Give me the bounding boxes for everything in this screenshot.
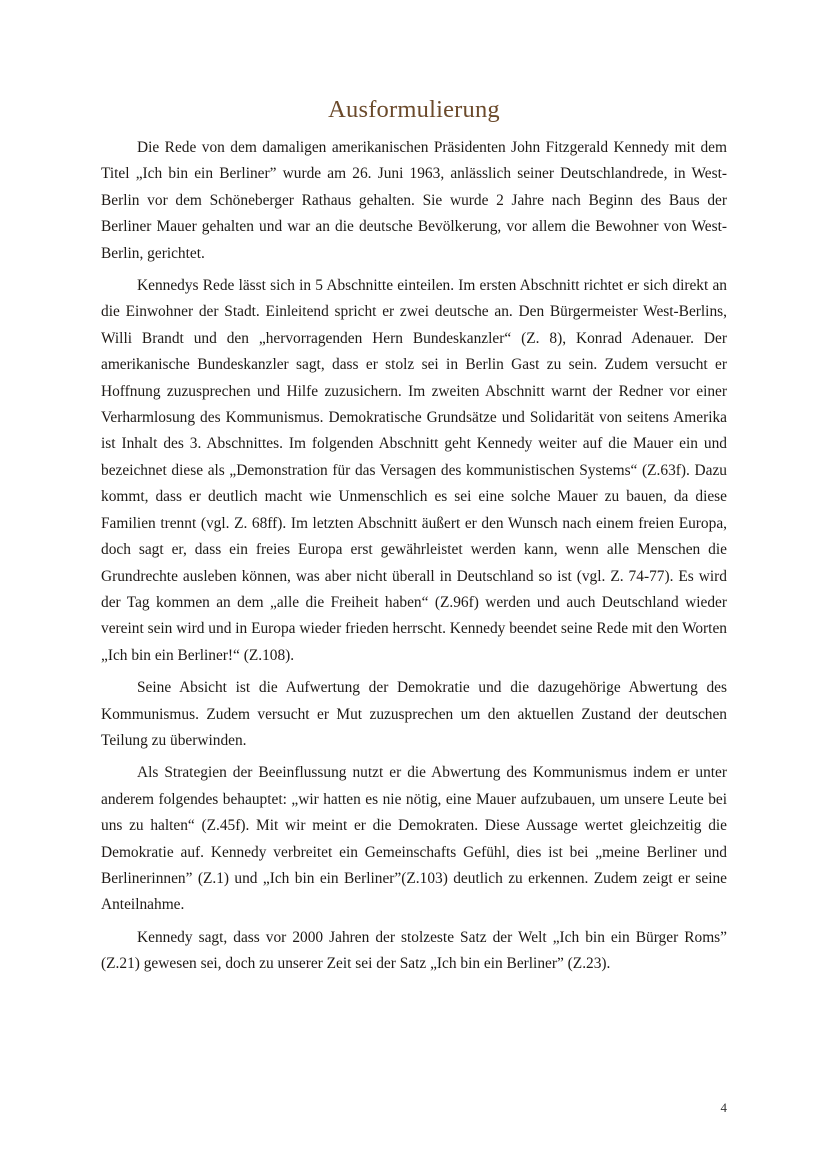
page-number: 4 (720, 1100, 727, 1115)
document-body (101, 135, 727, 984)
paragraph-strategies: Als Strategien der Beeinflussung nutzt er die Abwertung des Kommunismus indem er unter anderem folgendes behauptet: „wir hatten es nie nötig, eine Mauer aufzubauen, um unsere Leute bei uns zu halten“ (Z.45f). Mit wir meint er die Demokraten. Diese Aussage wertet gleichzeitig die Demokratie auf. Kennedy verbreitet ein Gemeinschafts Gefühl, dies ist bei „meine Berliner und Berlinerinnen” (Z.1) und „Ich bin ein Berliner”(Z.103) deutlich zu erkennen. Zudem zeigt er seine Anteilnahme. (101, 764, 727, 914)
paragraph-structure: Kennedys Rede lässt sich in 5 Abschnitte einteilen. Im ersten Abschnitt richtet er sich direkt an die Einwohner der Stadt. Einleitend spricht er zwei deutsche an. Den Bürgermeister West-Berlins, Willi Brandt und den „hervorragenden Hern Bundeskanzler“ (Z. 8), Konrad Adenauer. Der amerikanische Bundeskanzler sagt, dass er stolz sei in Berlin Gast zu sein. Zudem versucht er Hoffnung zuzusprechen und Hilfe zuzusichern. Im zweiten Abschnitt warnt der Redner vor einer Verharmlosung des Kommunismus. Demokratische Grundsätze und Solidarität von seitens Amerika ist Inhalt des 3. Abschnittes. Im folgenden Abschnitt geht Kennedy weiter auf die Mauer ein und bezeichnet diese als „Demonstration für das Versagen des kommunistischen Systems“ (Z.63f). Dazu kommt, dass er deutlich macht wie Unmenschlich es sei eine solche Mauer zu bauen, da diese Familien trennt (vgl. Z. 68ff). Im letzten Abschnitt äußert er den Wunsch nach einem freien Europa, doch sagt er, dass ein freies Europa erst gewährleistet werden kann, wenn alle Menschen die Grundrechte ausleben können, was aber nicht überall in Deutschland so ist (vgl. Z. 74-77). Es wird der Tag kommen an dem „alle die Freiheit haben“ (Z.96f) werden und auch Deutschland wieder vereint sein wird und in Europa wieder frieden herrscht. Kennedy beendet seine Rede mit den Worten „Ich bin ein Berliner!“ (Z.108). (101, 277, 727, 664)
paragraph-introduction: Die Rede von dem damaligen amerikanischen Präsidenten John Fitzgerald Kennedy mit dem Titel „Ich bin ein Berliner” wurde am 26. Juni 1963, anlässlich seiner Deutschlandrede, in West-Berlin vor dem Schöneberger Rathaus gehalten. Sie wurde 2 Jahre nach Beginn des Baus der Berliner Mauer gehalten und war an die deutsche Bevölkerung, vor allem die Bewohner von West-Berlin, gerichtet. (101, 139, 727, 262)
paragraph-quote: Kennedy sagt, dass vor 2000 Jahren der stolzeste Satz der Welt „Ich bin ein Bürger Roms” (Z.21) gewesen sei, doch zu unserer Zeit sei der Satz „Ich bin ein Berliner” (Z.23). (101, 928, 727, 973)
document-title: Ausformulierung (328, 96, 500, 123)
paragraph-intention: Seine Absicht ist die Aufwertung der Demokratie und die dazugehörige Abwertung des Kommunismus. Zudem versucht er Mut zuzusprechen um den aktuellen Zustand der deutschen Teilung zu überwinden. (101, 679, 727, 749)
